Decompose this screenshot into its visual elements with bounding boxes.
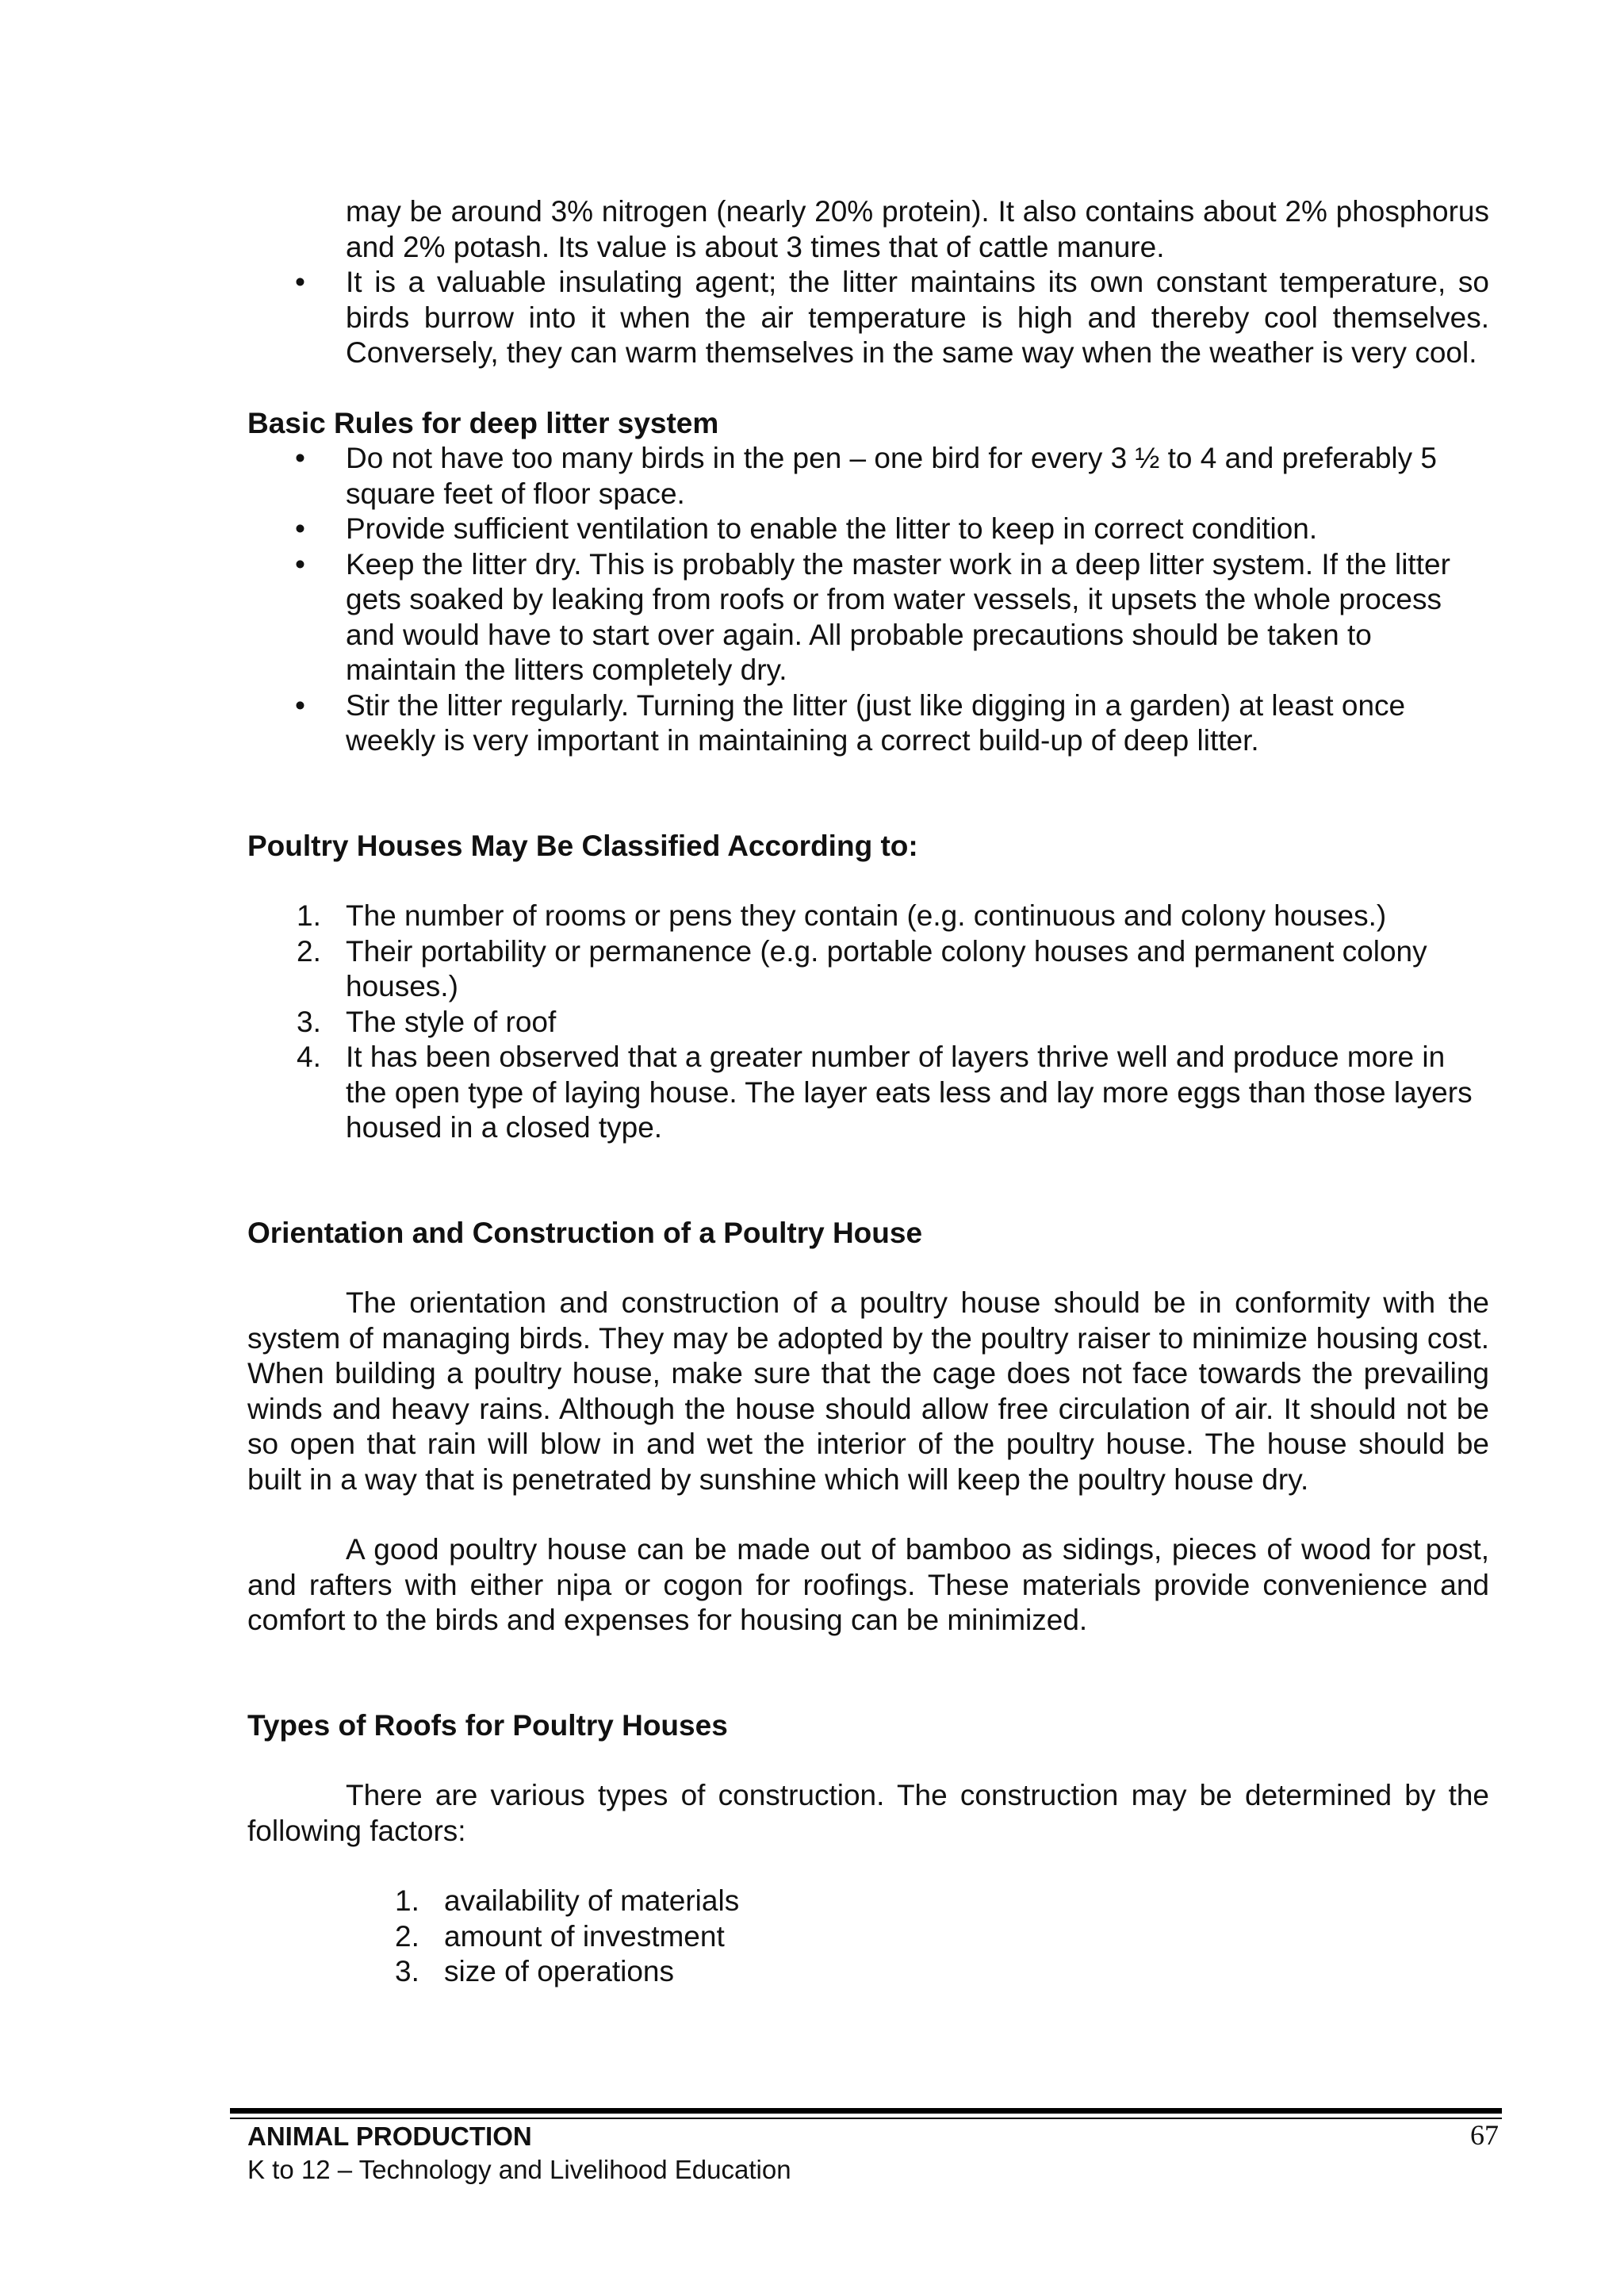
bullet-icon: • <box>295 512 305 545</box>
list-item: 3. The style of roof <box>297 1005 557 1038</box>
orientation-paragraph-1: The orientation and construction of a poultry house should be in conformity with the system of managing birds. They may be adopted by the poultry raiser to minimize housing cost. When building a poultry house, make sure that the cage does not face towards the prevailing winds and heavy rains. Although the house should allow free circulation of air. It should not be so open that rain will blow in and wet the interior of the poultry house. The house should be built in a way that is penetrated by sunshine which will keep the poultry house dry. <box>247 1286 1489 1496</box>
footer-title: ANIMAL PRODUCTION <box>247 2122 532 2151</box>
list-item: • Keep the litter dry. This is probably the master work in a deep litter system. If the litter gets soaked by leaking from roofs or from water vessels, it upsets the whole process and would have to start over again. All probable precautions should be taken to maintain the litters completely dry. <box>295 547 1450 686</box>
list-item: • Stir the litter regularly. Turning the litter (just like digging in a garden) at least once weekly is very important in maintaining a correct build-up of deep litter. <box>295 688 1406 757</box>
classification-list <box>247 899 1489 1146</box>
basic-rules-list <box>247 441 1489 759</box>
footer-divider-thin <box>230 2118 1502 2119</box>
bullet-icon: • <box>295 688 305 722</box>
list-item: 4. It has been observed that a greater number of layers thrive well and produce more in the open type of laying house. The layer eats less and lay more eggs than those layers housed in a closed type. <box>297 1041 1473 1144</box>
continuation-text: may be around 3% nitrogen (nearly 20% protein). It also contains about 2% phosphorus and 2% potash. Its value is about 3 times that of cattle manure. <box>346 195 1489 263</box>
page-number: 67 <box>1470 2119 1499 2151</box>
section-heading-orientation: Orientation and Construction of a Poultry House <box>247 1216 923 1249</box>
footer-divider-thick <box>230 2108 1502 2114</box>
roofs-factor-list <box>247 1884 1489 1990</box>
bullet-icon: • <box>295 547 305 581</box>
list-item: • Do not have too many birds in the pen – one bird for every 3 ½ to 4 and preferably 5 square feet of floor space. <box>295 442 1438 510</box>
list-item: 1. availability of materials <box>395 1884 740 1917</box>
orientation-paragraph-2: A good poultry house can be made out of bamboo as sidings, pieces of wood for post, and rafters with either nipa or cogon for roofings. These materials provide convenience and comfort to the birds and expenses for housing can be minimized. <box>247 1533 1489 1636</box>
list-item: • Provide sufficient ventilation to enable the litter to keep in correct condition. <box>247 512 1489 547</box>
bullet-icon: • <box>295 442 305 474</box>
list-item: 2. Their portability or permanence (e.g. portable colony houses and permanent colony houses.) <box>297 934 1427 1002</box>
roofs-paragraph: There are various types of construction. The construction may be determined by the following factors: <box>247 1779 1489 1847</box>
bullet-icon: • <box>295 266 305 298</box>
list-item: 2. amount of investment <box>395 1919 725 1953</box>
intro-bullet-list <box>247 265 1489 371</box>
section-heading-basic-rules: Basic Rules for deep litter system <box>247 406 719 439</box>
list-item: 1. The number of rooms or pens they contain (e.g. continuous and colony houses.) <box>297 899 1387 932</box>
section-heading-roofs: Types of Roofs for Poultry Houses <box>247 1708 728 1742</box>
section-heading-classification: Poultry Houses May Be Classified According to: <box>247 829 918 862</box>
list-item: 3. size of operations <box>395 1955 675 1987</box>
page-content <box>247 194 1489 1990</box>
footer-subtitle: K to 12 – Technology and Livelihood Education <box>247 2155 791 2184</box>
list-item: • It is a valuable insulating agent; the litter maintains its own constant temperature, so birds burrow into it when the air temperature is high and thereby cool themselves. Conversely, they can warm themselves in the same way when the weather is very cool. <box>295 266 1489 369</box>
